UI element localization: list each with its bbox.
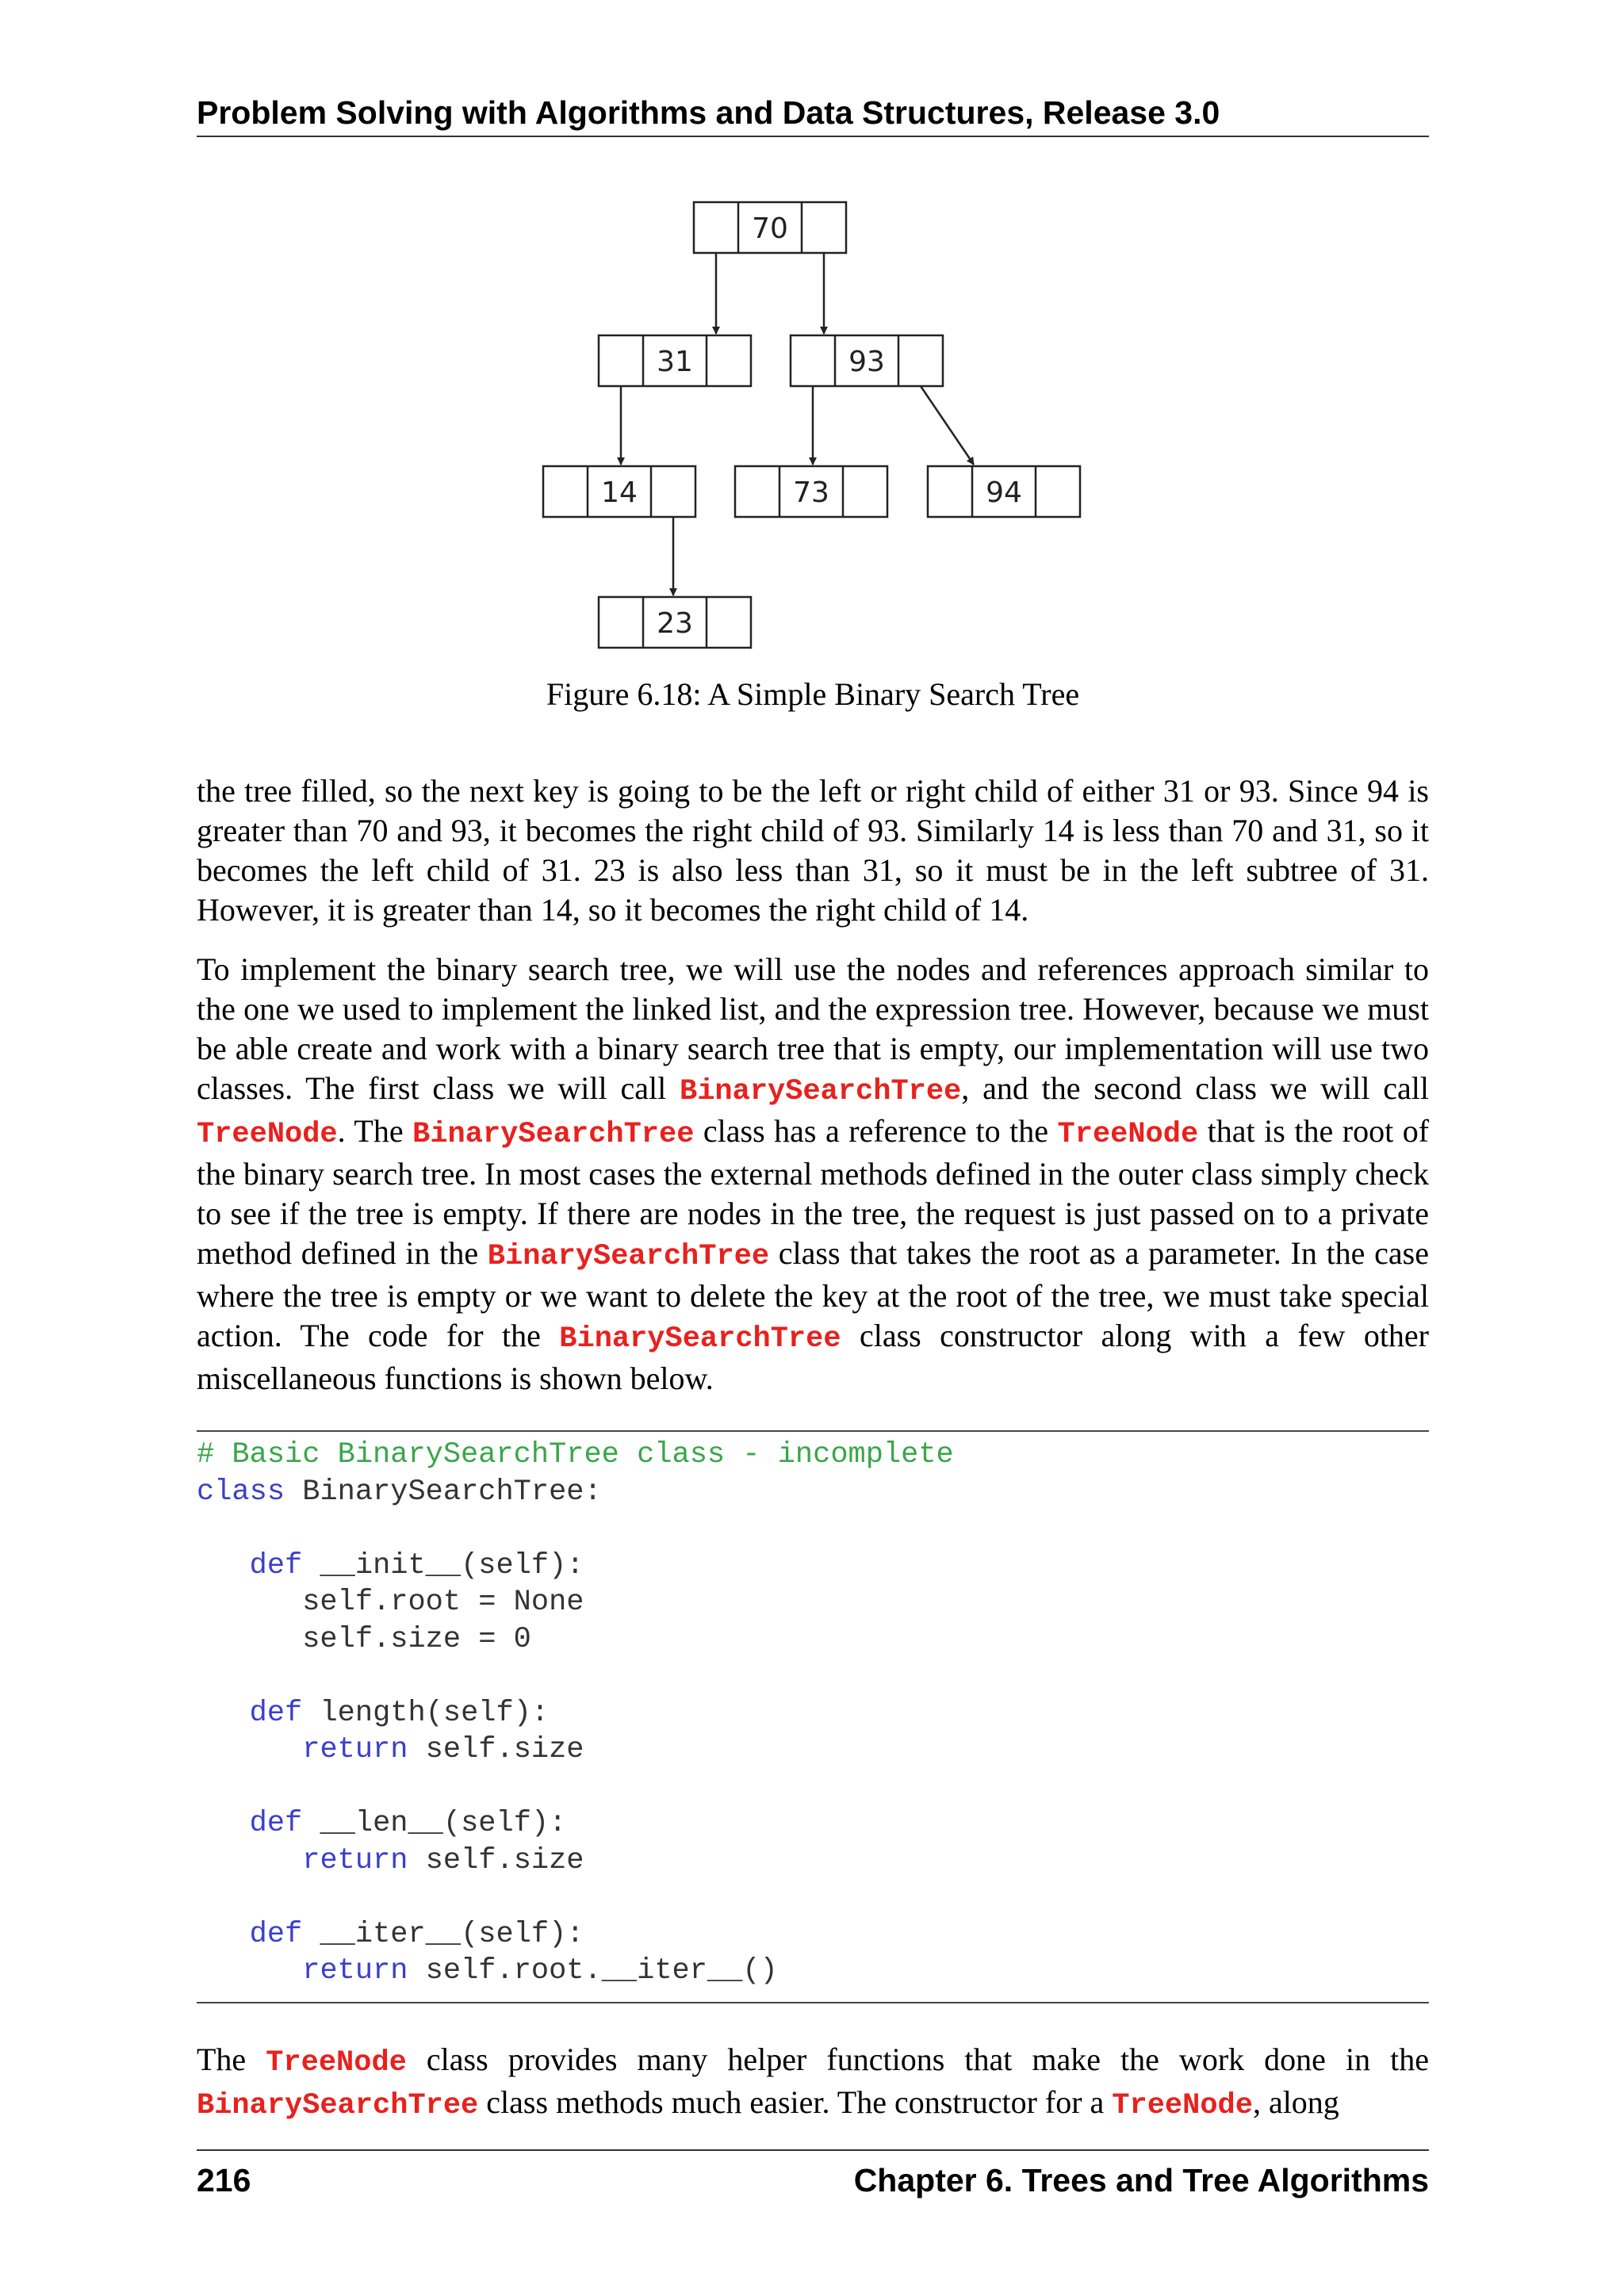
figure-caption: Figure 6.18: A Simple Binary Search Tree <box>546 676 1080 712</box>
code-text: self.root = None <box>197 1586 584 1619</box>
bst-figure <box>515 190 1118 666</box>
code-ref-treenode: TreeNode <box>1057 1118 1199 1151</box>
edges-layer <box>621 253 974 595</box>
code-text: self.size <box>408 1733 584 1766</box>
nodes-layer <box>543 202 1080 648</box>
text-run: class has a reference to the <box>694 1113 1058 1149</box>
code-text: __init__(self): <box>302 1548 584 1582</box>
code-keyword: return <box>302 1954 408 1988</box>
footer-rule <box>197 2149 1429 2151</box>
code-block-bottom-rule <box>197 2002 1429 2003</box>
code-comment: # Basic BinarySearchTree class - incomplete <box>197 1438 954 1471</box>
code-text: self.size <box>408 1843 584 1877</box>
code-keyword: class <box>197 1475 285 1509</box>
code-keyword: def <box>249 1696 303 1730</box>
node-key-label: 73 <box>793 476 829 509</box>
text-run: class methods much easier. The constructor for a <box>478 2084 1113 2120</box>
text-run: , along <box>1252 2084 1339 2120</box>
code-ref-treenode: TreeNode <box>266 2046 407 2080</box>
code-keyword: return <box>302 1733 408 1766</box>
tree-node-94 <box>928 466 1080 517</box>
bst-diagram <box>515 190 1118 666</box>
code-ref-binarysearchtree: BinarySearchTree <box>680 1075 962 1108</box>
text-run: To implement the binary search tree, we will use the nodes and references approach similar to the one we used to implement the linked list, and the expression tree. However, because we must be able create and work with a binary search tree that is empty, our implementation will use two classes. The first class we will call <box>197 951 1429 1106</box>
text-run: class that takes the root as a parameter. In the case where the tree is empty or we want to delete the key at the root of the tree, we must take special action. The code for the <box>197 1235 1429 1353</box>
paragraph-tree-insertion: the tree filled, so the next key is going to be the left or right child of either 31 or 93. Since 94 is greater than 70 and 93, it becomes the right child of 93. Similarly 14 is less than 70 and 31, so it becomes the left child of 31. 23 is also less than 31, so it must be in the left subtree of 31. However, it is greater than 14, so it becomes the right child of 14. <box>197 773 1429 928</box>
page-number: 216 <box>197 2162 251 2198</box>
code-ref-treenode: TreeNode <box>197 1118 338 1151</box>
text-run: class constructor along with a few other miscellaneous functions is shown below. <box>197 1318 1430 1396</box>
paragraph-implementation <box>197 950 1429 1399</box>
node-key-label: 94 <box>986 476 1022 509</box>
paragraph-treenode-intro <box>197 2040 1429 2126</box>
tree-edge-93-94 <box>921 386 974 465</box>
code-text: self.size = 0 <box>197 1622 531 1656</box>
code-ref-binarysearchtree: BinarySearchTree <box>487 1240 770 1273</box>
node-key-label: 93 <box>848 346 885 378</box>
tree-node-73 <box>735 466 887 517</box>
code-text: __iter__(self): <box>302 1917 584 1951</box>
code-ref-binarysearchtree: BinarySearchTree <box>412 1118 695 1151</box>
code-text: BinarySearchTree: <box>285 1475 602 1509</box>
code-text: __len__(self): <box>302 1807 567 1840</box>
code-keyword: def <box>249 1917 303 1951</box>
tree-node-23 <box>599 597 751 648</box>
node-key-label: 23 <box>657 607 693 640</box>
text-run: class provides many helper functions that make the work done in the <box>406 2042 1430 2077</box>
code-ref-binarysearchtree: BinarySearchTree <box>197 2089 479 2122</box>
tree-node-14 <box>543 466 695 517</box>
tree-node-31 <box>599 335 751 386</box>
code-keyword: def <box>249 1548 303 1582</box>
tree-node-93 <box>791 335 943 386</box>
text-run: The <box>197 2042 266 2077</box>
code-keyword: return <box>302 1843 408 1877</box>
code-ref-treenode: TreeNode <box>1112 2089 1253 2122</box>
code-block-top-rule <box>197 1430 1429 1432</box>
tree-node-70 <box>694 202 846 253</box>
code-text: self.root.__iter__() <box>408 1954 778 1988</box>
text-run: , and the second class we will call <box>961 1070 1429 1106</box>
text-run: . The <box>337 1113 413 1149</box>
footer-chapter-title: Chapter 6. Trees and Tree Algorithms <box>853 2162 1429 2198</box>
code-text: length(self): <box>302 1696 550 1730</box>
node-key-label: 70 <box>752 212 788 245</box>
code-keyword: def <box>249 1807 303 1840</box>
code-listing <box>197 1437 1429 1990</box>
running-header-title: Problem Solving with Algorithms and Data Structures, Release 3.0 <box>197 94 1220 131</box>
header-rule <box>197 136 1429 137</box>
text-run: that is the root of the binary search tree. In most cases the external methods defined in the outer class simply check to see if the tree is empty. If there are nodes in the tree, the request is just passed on to a private method defined in the <box>197 1113 1430 1271</box>
node-key-label: 31 <box>657 346 693 378</box>
node-key-label: 14 <box>601 476 638 509</box>
code-ref-binarysearchtree: BinarySearchTree <box>559 1322 841 1356</box>
